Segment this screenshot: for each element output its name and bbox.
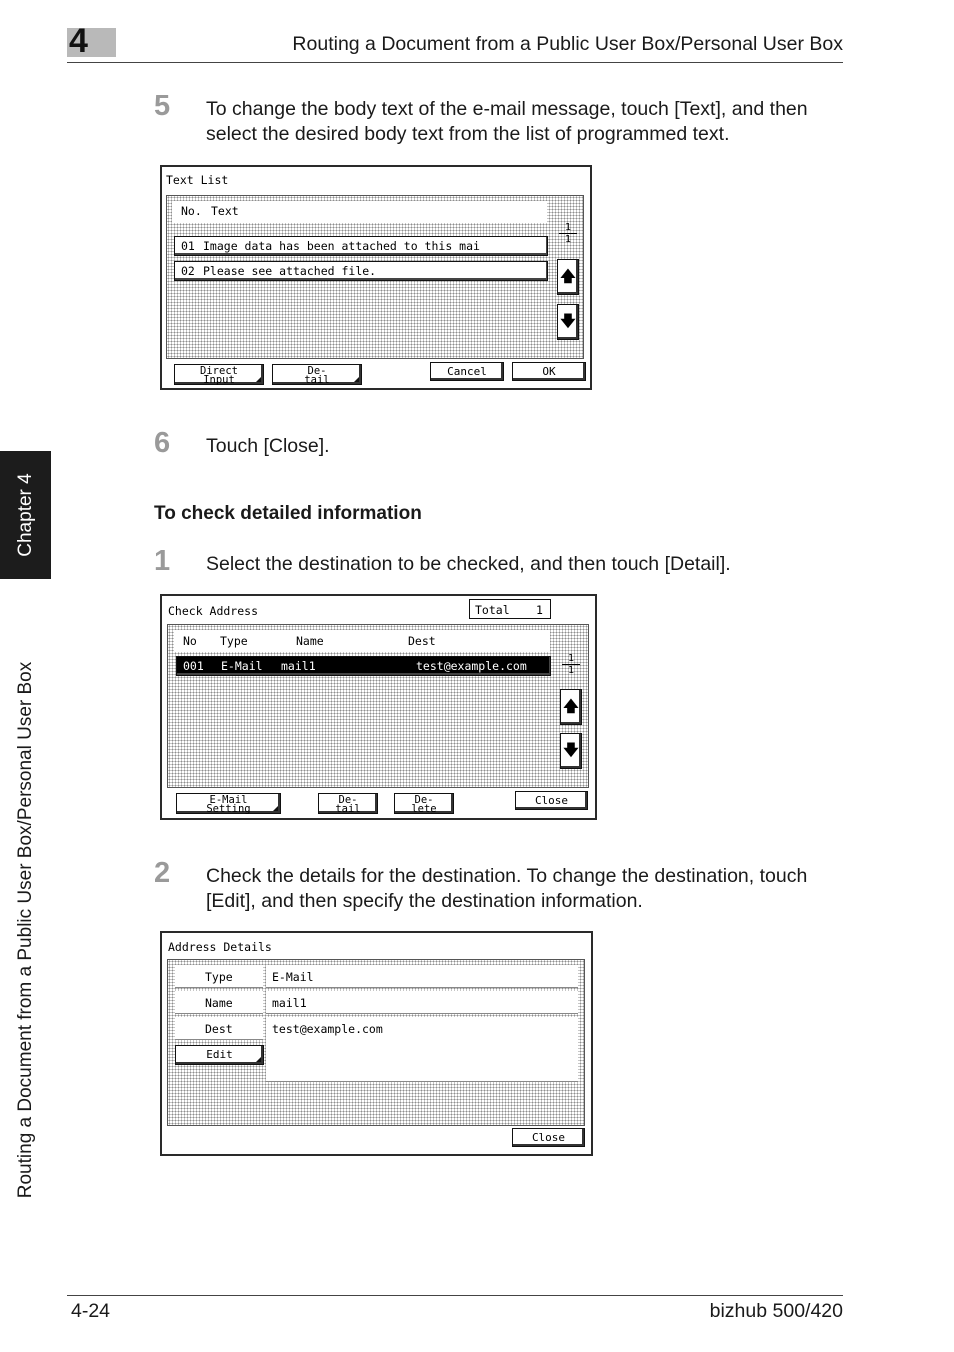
close-button[interactable]: Close xyxy=(515,791,588,810)
step-number: 2 xyxy=(154,857,171,889)
row-text: Image data has been attached to this mai xyxy=(203,239,480,253)
column-header-type: Type xyxy=(220,634,248,648)
detail-button[interactable] xyxy=(272,364,362,385)
email-setting-button[interactable] xyxy=(176,793,281,814)
section-subheading: To check detailed information xyxy=(154,503,422,524)
scroll-down-button[interactable] xyxy=(557,304,579,340)
column-header-no: No. xyxy=(181,204,202,218)
field-value-cell xyxy=(266,1017,578,1082)
field-label-cell xyxy=(175,965,263,988)
step-number: 1 xyxy=(154,545,171,577)
step-number: 6 xyxy=(154,427,171,459)
arrow-down-icon: 🡇 xyxy=(563,741,579,759)
field-value: E-Mail xyxy=(272,970,314,984)
screen-title: Address Details xyxy=(168,940,272,954)
text-list-screen xyxy=(160,165,592,390)
page-number: 4-24 xyxy=(71,1300,111,1322)
list-header xyxy=(172,201,547,223)
address-row[interactable] xyxy=(176,656,551,676)
page-current: 1 xyxy=(567,653,575,664)
chapter-tab-label: Chapter 4 xyxy=(14,473,36,557)
column-header-name: Name xyxy=(296,634,324,648)
row-no: 001 xyxy=(183,659,204,673)
check-address-screen xyxy=(160,594,597,820)
step-text: Check the details for the destination. To change the destination, touch [Edit], and then specify the destination information. xyxy=(206,865,808,912)
product-name: bizhub 500/420 xyxy=(709,1300,843,1322)
column-header-text: Text xyxy=(211,204,239,218)
section-tab-label: Routing a Document from a Public User Box/Personal User Box xyxy=(14,661,36,1199)
cancel-button[interactable]: Cancel xyxy=(430,362,504,381)
page-current: 1 xyxy=(564,222,572,233)
button-label-line2: tail xyxy=(335,803,361,815)
step-text: To change the body text of the e-mail message, touch [Text], and then select the desired body text from the list of programmed text. xyxy=(206,98,808,145)
button-label-line1: Direct xyxy=(200,365,238,377)
total-box xyxy=(469,599,551,619)
button-label-line2: tail xyxy=(304,374,330,386)
close-button[interactable]: Close xyxy=(512,1128,585,1147)
corner-mark-icon xyxy=(354,377,359,382)
row-type: E-Mail xyxy=(221,659,263,673)
row-no: 02 xyxy=(181,264,195,278)
button-label-line2: Input xyxy=(203,374,235,386)
text-list-row[interactable] xyxy=(174,236,548,256)
page-indicator xyxy=(558,222,578,245)
field-label-cell xyxy=(175,1017,263,1040)
page-indicator xyxy=(561,653,581,676)
total-value: 1 xyxy=(536,603,543,617)
field-value-cell xyxy=(266,965,578,988)
address-details-screen xyxy=(160,931,593,1156)
scroll-down-button[interactable] xyxy=(560,733,582,769)
field-label: Dest xyxy=(205,1022,233,1036)
step-text: Touch [Close]. xyxy=(206,435,330,457)
step-text: Select the destination to be checked, and then touch [Detail]. xyxy=(206,553,731,575)
header-rule xyxy=(67,62,843,63)
corner-mark-icon xyxy=(256,377,261,382)
button-label-line2: lete xyxy=(411,803,437,815)
text-list-row[interactable] xyxy=(174,261,548,281)
page-total: 1 xyxy=(567,665,575,676)
arrow-up-icon: 🡅 xyxy=(560,267,576,285)
arrow-up-icon: 🡅 xyxy=(563,697,579,715)
screen-title: Text List xyxy=(166,173,229,187)
chapter-number: 4 xyxy=(69,22,88,60)
button-label-line1: De- xyxy=(338,794,358,806)
list-header xyxy=(174,630,550,652)
delete-button[interactable] xyxy=(394,793,454,814)
column-header-no: No xyxy=(183,634,197,648)
button-label-line1: De- xyxy=(307,365,327,377)
step-number: 5 xyxy=(154,90,171,122)
field-value-cell xyxy=(266,991,578,1014)
chapter-tab-label-wrap xyxy=(0,451,51,579)
running-header-title: Routing a Document from a Public User Box/Personal User Box xyxy=(292,33,843,55)
corner-mark-icon xyxy=(256,1057,261,1062)
edit-button[interactable] xyxy=(175,1045,264,1065)
field-value: mail1 xyxy=(272,996,307,1010)
row-name: mail1 xyxy=(281,659,316,673)
row-dest: test@example.com xyxy=(416,659,527,673)
field-value: test@example.com xyxy=(272,1022,383,1036)
direct-input-button[interactable] xyxy=(174,364,264,385)
button-label-line1: De- xyxy=(414,794,434,806)
screen-title: Check Address xyxy=(168,604,259,618)
button-label-line1: E-Mail xyxy=(209,794,248,806)
field-label: Type xyxy=(205,970,233,984)
field-label-cell xyxy=(175,991,263,1014)
total-label: Total xyxy=(475,603,510,617)
column-header-dest: Dest xyxy=(408,634,436,648)
footer-rule xyxy=(67,1295,843,1296)
button-label-line2: Setting xyxy=(206,803,251,815)
section-tab xyxy=(0,600,51,1260)
corner-mark-icon xyxy=(273,806,278,811)
row-no: 01 xyxy=(181,239,195,253)
scroll-up-button[interactable] xyxy=(557,259,579,295)
field-label: Name xyxy=(205,996,233,1010)
ok-button[interactable]: OK xyxy=(512,362,586,381)
detail-button[interactable] xyxy=(318,793,378,814)
page-total: 1 xyxy=(564,234,572,245)
scroll-up-button[interactable] xyxy=(560,689,582,725)
edit-button-label: Edit xyxy=(206,1048,233,1061)
row-text: Please see attached file. xyxy=(203,264,377,278)
arrow-down-icon: 🡇 xyxy=(560,312,576,330)
